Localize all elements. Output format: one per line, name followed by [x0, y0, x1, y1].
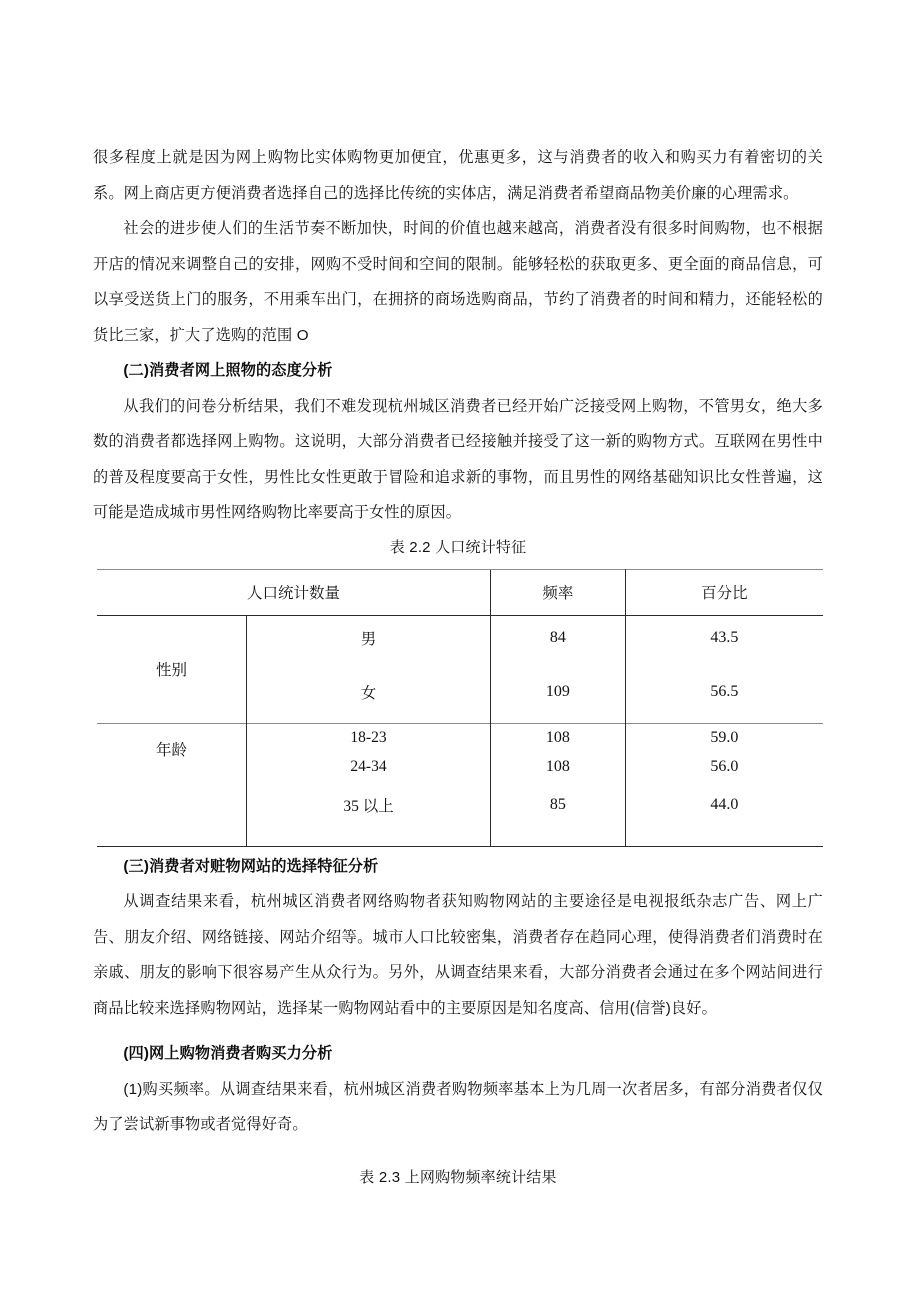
paragraph-5: (1)购买频率。从调查结果来看，杭州城区消费者购物频率基本上为几周一次者居多，有部分消费者仅仅为了尝试新事物或者觉得好奇。 [93, 1080, 823, 1133]
table-rule-cell [490, 846, 625, 847]
table-rule-cell [625, 846, 823, 847]
table-cell-percent: 56.5 [710, 682, 739, 700]
table-spacer-cell [97, 828, 247, 847]
paragraph-2: 社会的进步使人们的生活节奏不断加快，时间的价值也越来越高，消费者没有很多时间购物，也不根据开店的情况来调整自己的安排，网购不受时间和空间的限制。能够轻松的获取更多、更全面的商品信息，可以享受送货上门的服务，不用乘车出门，在拥挤的商场选购商品，节约了消费者的时间和精力，还能轻松的货比三家，扩大了选购的范围 O [93, 220, 823, 344]
table-bottom-spacer [97, 828, 823, 847]
table-cell-label: 女 [247, 661, 491, 724]
table-header-frequency: 频率 [490, 569, 625, 615]
table-caption-2-3: 表 2.3 上网购物频率统计结果 [359, 1168, 557, 1186]
table-cell-percent: 56.0 [710, 758, 739, 775]
table-spacer-cell [625, 828, 823, 847]
table-cell-label: 35 以上 [247, 782, 491, 828]
table-cell-percent: 59.0 [625, 723, 823, 753]
table-cell-label: 24-34 [247, 753, 491, 782]
section-heading-2: (二)消费者网上照物的态度分析 [123, 362, 333, 379]
page-content [93, 140, 823, 1195]
paragraph-4: 从调查结果来看，杭州城区消费者网络购物者获知购物网站的主要途径是电视报纸杂志广告、网上广告、朋友介绍、网络链接、网站介绍等。城市人口比较密集，消费者存在趋同心理，使得消费者们消费时在亲戚、朋友的影响下很容易产生从众行为。另外，从调查结果来看，大部分消费者会通过在多个网站间进行商品比较来选择购物网站，选择某一购物网站看中的主要原因是知名度高、信用(信誉)良好。 [93, 893, 823, 1017]
table-caption-2-2: 表 2.2 人口统计特征 [389, 538, 527, 556]
table-cell-frequency: 108 [490, 753, 625, 782]
section-heading-4: (四)网上购物消费者购买力分析 [123, 1045, 333, 1062]
table-rule-cell [247, 846, 491, 847]
paragraph-3: 从我们的问卷分析结果，我们不难发现杭州城区消费者已经开始广泛接受网上购物，不管男女，绝大多数的消费者都选择网上购物。这说明，大部分消费者已经接触并接受了这一新的购物方式。互联网在男性中的普及程度要高于女性，男性比女性更敢于冒险和追求新的事物，而且男性的网络基础知识比女性普遍，这可能是造成城市男性网络购物比率要高于女性的原因。 [93, 397, 823, 521]
table-spacer-cell [247, 828, 491, 847]
table-cell-percent: 43.5 [625, 615, 823, 661]
table-header-row [97, 569, 823, 615]
table-cell-frequency: 108 [490, 723, 625, 753]
table-cell-frequency: 84 [490, 615, 625, 661]
table-cell-frequency: 85 [490, 782, 625, 828]
table-cell-category-age: 年龄 [97, 723, 247, 828]
table-rule-cell [97, 846, 247, 847]
table-cell-frequency: 109 [490, 661, 625, 724]
table-header-percent: 百分比 [625, 569, 823, 615]
table-header-population: 人口统计数量 [97, 569, 490, 615]
table-spacer-cell [490, 828, 625, 847]
table-cell-category-gender: 性别 [97, 615, 247, 723]
table-row [97, 615, 823, 661]
table-cell-label: 18-23 [247, 723, 491, 753]
section-heading-3: (三)消费者对赃物网站的选择特征分析 [123, 857, 379, 875]
paragraph-gap [93, 1026, 823, 1036]
table-2-2 [97, 569, 823, 847]
table-cell-percent: 44.0 [710, 795, 739, 813]
table-cell-label: 男 [247, 615, 491, 661]
paragraph-1: 很多程度上就是因为网上购物比实体购物更加便宜，优惠更多，这与消费者的收入和购买力有着密切的关系。网上商店更方便消费者选择自己的选择比传统的实体店，满足消费者希望商品物美价廉的心理需求。 [93, 149, 823, 202]
table-bottom-rule [97, 846, 823, 847]
table-row [97, 723, 823, 753]
caption-gap [93, 1143, 823, 1161]
